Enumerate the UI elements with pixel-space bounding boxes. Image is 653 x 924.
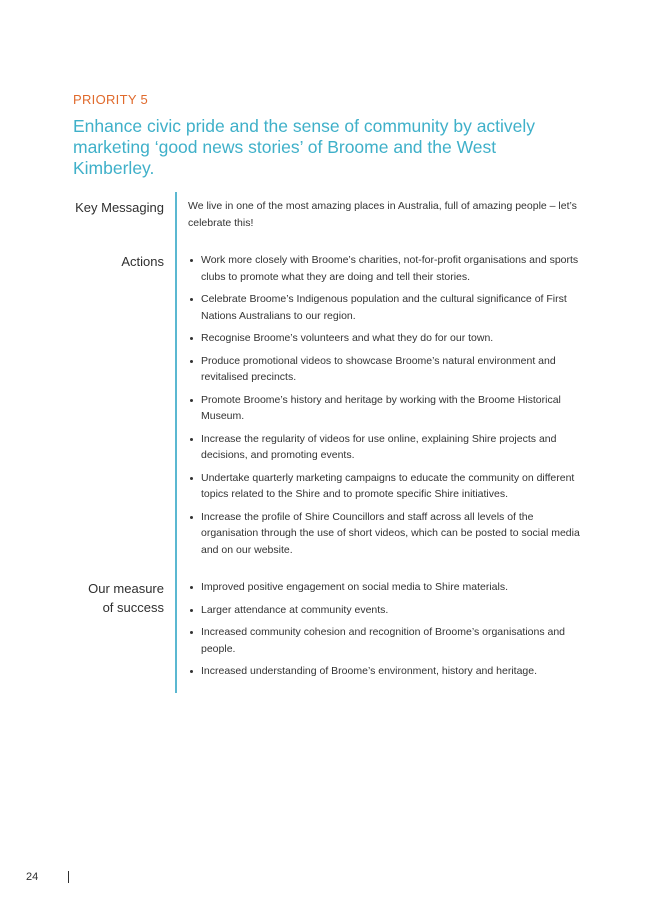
success-measure-label <box>88 579 164 617</box>
success-item: Larger attendance at community events. <box>188 602 586 619</box>
key-messaging-text: We live in one of the most amazing places in Australia, full of amazing people – let’s celebrate this! <box>188 200 577 229</box>
action-item: Undertake quarterly marketing campaigns to educate the community on different topics related to the Shire and to promote specific Shire initiatives. <box>188 470 586 503</box>
page-number: 24 <box>26 871 39 883</box>
success-list <box>188 579 586 686</box>
key-messaging-label: Key Messaging <box>75 200 164 215</box>
action-item: Increase the regularity of videos for use online, explaining Shire projects and decisions, and promoting events. <box>188 431 586 464</box>
page-headline: Enhance civic pride and the sense of community by actively marketing ‘good news stories’ of Broome and the West Kimberley. <box>73 116 536 178</box>
action-item: Promote Broome’s history and heritage by working with the Broome Historical Museum. <box>188 392 586 425</box>
priority-label: PRIORITY 5 <box>73 92 149 107</box>
success-label-line1: Our measure <box>88 581 164 596</box>
success-item: Increased community cohesion and recognition of Broome’s organisations and people. <box>188 624 586 657</box>
success-item: Increased understanding of Broome’s environment, history and heritage. <box>188 663 586 680</box>
success-item: Improved positive engagement on social media to Shire materials. <box>188 579 586 596</box>
vertical-divider <box>175 192 177 693</box>
success-label-line2: of success <box>102 600 164 615</box>
actions-list <box>188 252 586 564</box>
action-item: Produce promotional videos to showcase Broome’s natural environment and revitalised precincts. <box>188 353 586 386</box>
action-item: Increase the profile of Shire Councillors and staff across all levels of the organisation through the use of short videos, which can be posted to social media and on our website. <box>188 509 586 559</box>
page-number-rule <box>68 871 69 883</box>
actions-label: Actions <box>121 254 164 269</box>
action-item: Celebrate Broome’s Indigenous population and the cultural significance of First Nations Australians to our region. <box>188 291 586 324</box>
action-item: Work more closely with Broome’s charities, not-for-profit organisations and sports clubs to promote what they are doing and tell their stories. <box>188 252 586 285</box>
action-item: Recognise Broome’s volunteers and what they do for our town. <box>188 330 586 347</box>
